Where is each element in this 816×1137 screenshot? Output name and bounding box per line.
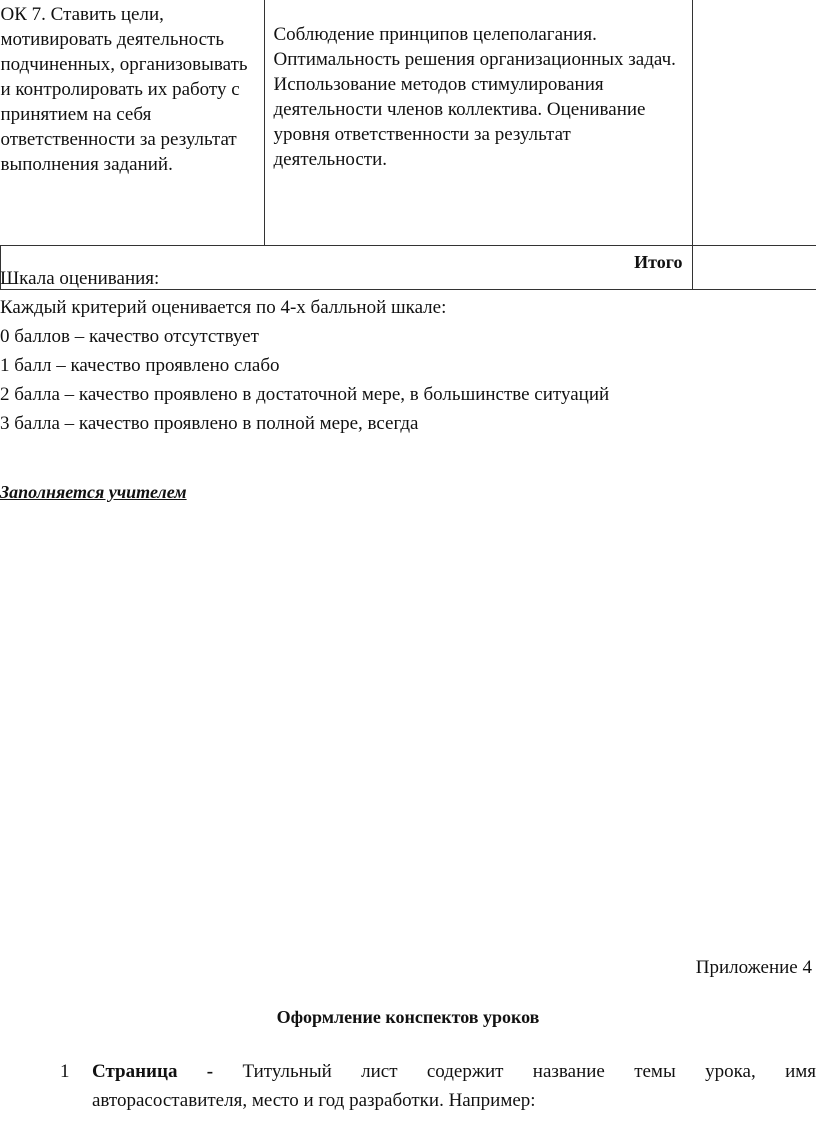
item-line [92,1057,816,1086]
total-value-cell [692,246,816,290]
item-number: 1 [60,1061,70,1082]
scale-level: 0 баллов – качество отсутствует [0,326,259,347]
item-term: Страница - [92,1061,214,1082]
filled-by-teacher: Заполняется учителем [0,482,187,502]
scale-level: 2 балла – качество проявлено в достаточной мере, в большинстве ситуаций [0,384,610,405]
section-title: Оформление конспектов уроков [276,1007,540,1027]
item-line-continued: авторасоставителя, место и год разработки. Например: [92,1090,536,1111]
table-row [1,0,816,246]
scale-level: 1 балл – качество проявлено слабо [0,355,280,376]
rating-scale [0,264,609,438]
criteria-table [0,0,816,290]
total-label: Итого [1,246,693,290]
item-text: Титульный лист содержит название темы урока, имя [242,1061,816,1082]
competency-cell: ОК 7. Ставить цели, мотивировать деятельность подчиненных, организовывать и контролировать их работу с принятием на себя ответственности за результат выполнения заданий. [1,0,265,246]
scale-level: 3 балла – качество проявлено в полной мере, всегда [0,413,419,434]
criterion-text: Использование методов стимулирования деятельности членов коллектива. Оценивание уровня ответственности за результат деятельности. [273,74,646,170]
appendix-label: Приложение 4 [695,957,812,978]
scale-intro: Каждый критерий оценивается по 4-х балльной шкале: [0,297,447,318]
criterion-text: Оптимальность решения организационных задач. [273,49,676,70]
criteria-cell [264,0,692,246]
scale-heading: Шкала оценивания: [0,268,160,289]
criterion-text: Соблюдение принципов целеполагания. [273,24,597,45]
score-cell [692,0,816,246]
